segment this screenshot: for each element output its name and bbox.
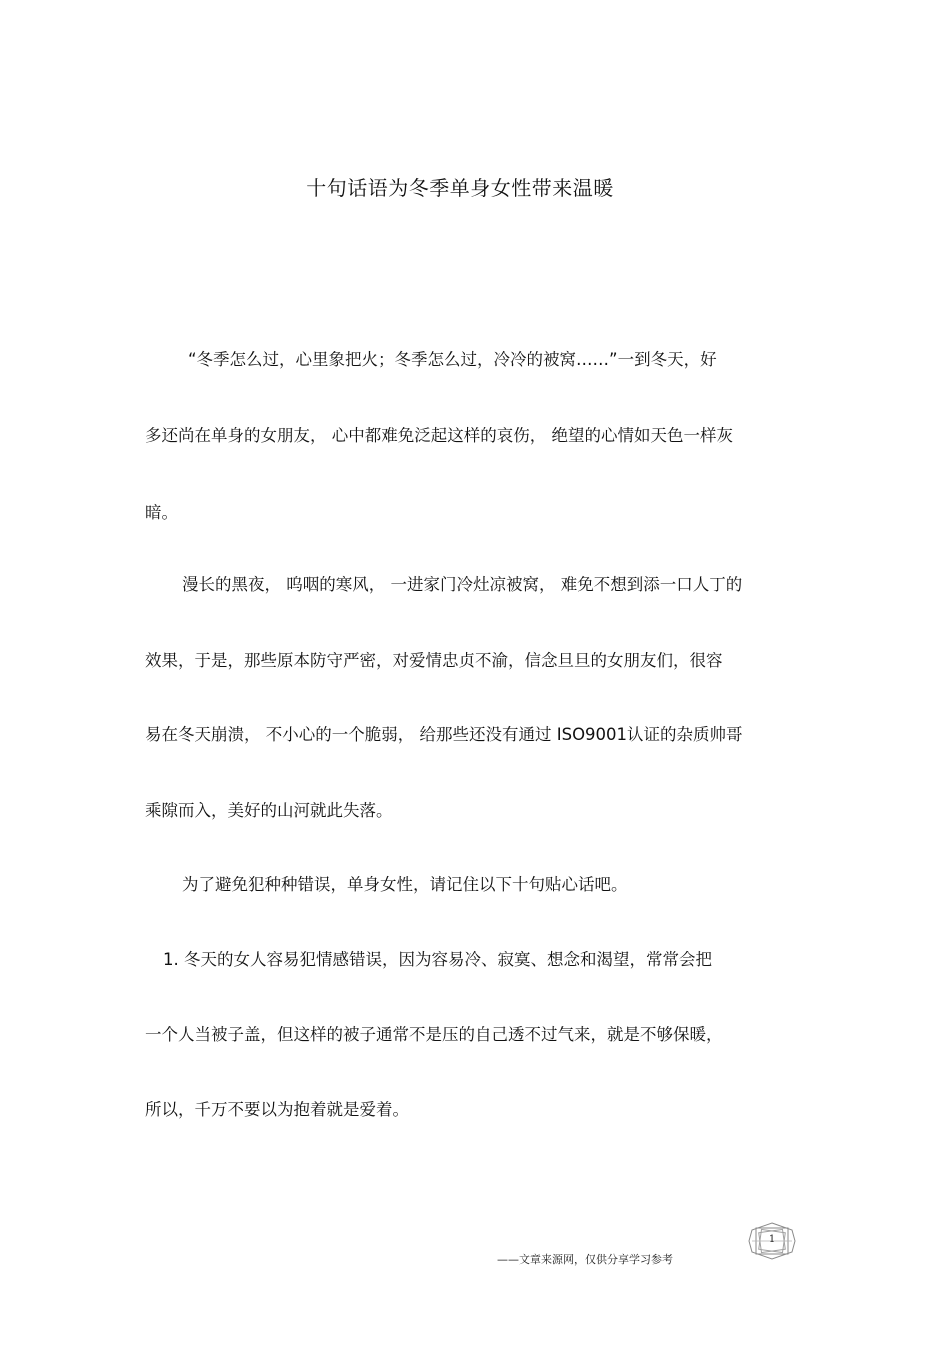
list-item-line: 所以，千万不要以为抱着就是爱着。 [145, 1100, 409, 1119]
paragraph-line: 为了避免犯种种错误，单身女性，请记住以下十句贴心话吧。 [182, 875, 628, 894]
paragraph-line: 暗。 [145, 503, 178, 522]
page-number: 1 [768, 1234, 776, 1245]
paragraph-line: “冬季怎么过，心里象把火；冬季怎么过，冷冷的被窝……”一到冬天，好 [188, 350, 717, 369]
list-item-line: 一个人当被子盖，但这样的被子通常不是压的自己透不过气来，就是不够保暖， [145, 1025, 723, 1044]
document-title: 十句话语为冬季单身女性带来温暖 [306, 176, 614, 200]
page-number-badge [748, 1222, 796, 1260]
paragraph-line: 易在冬天崩溃， 不小心的一个脆弱， 给那些还没有通过 ISO9001认证的杂质帅哥 [145, 725, 743, 744]
footer-source-note: ——文章来源网，仅供分享学习参考 [497, 1253, 673, 1266]
paragraph-line: 效果，于是，那些原本防守严密，对爱情忠贞不渝，信念旦旦的女朋友们，很容 [145, 651, 723, 670]
paragraph-line: 乘隙而入，美好的山河就此失落。 [145, 801, 393, 820]
paragraph-line: 漫长的黑夜， 呜咽的寒风， 一进家门冷灶凉被窝， 难免不想到添一口人丁的 [182, 575, 743, 594]
list-item-line: 1. 冬天的女人容易犯情感错误，因为容易冷、寂寞、想念和渴望，常常会把 [163, 950, 712, 969]
paragraph-line: 多还尚在单身的女朋友， 心中都难免泛起这样的哀伤， 绝望的心情如天色一样灰 [145, 426, 733, 445]
